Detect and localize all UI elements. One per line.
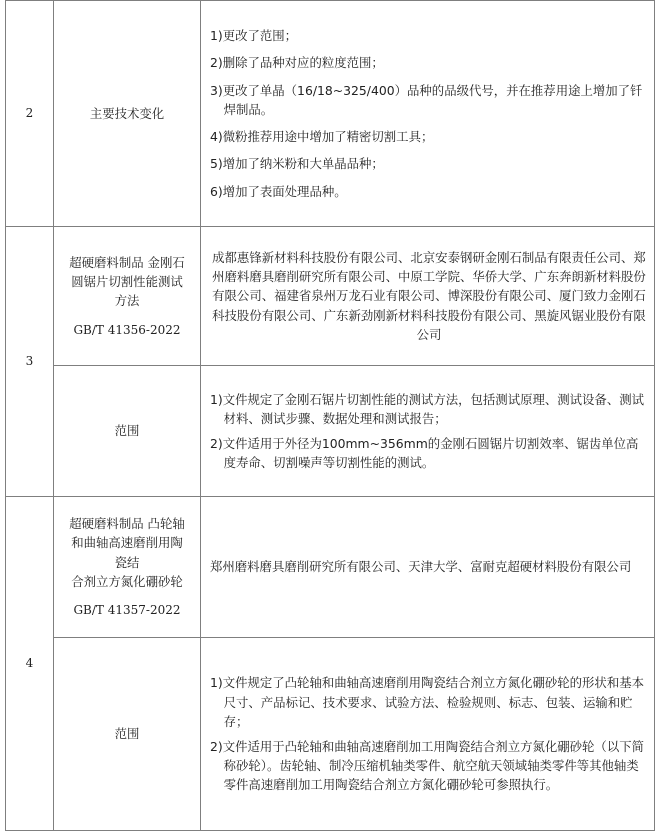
scope-cell [201,638,655,831]
row-label-tech-changes: 主要技术变化 [54,1,201,227]
list-item: 2)文件适用于凸轮轴和曲轴高速磨削加工用陶瓷结合剂立方氮化硼砂轮（以下简称砂轮）。齿轮轴、制冷压缩机轴类零件、航空航天领域轴类零件等其他轴类零件高速磨削加工用陶瓷结合剂立方氮化硼砂轮可参照执行。 [210,739,644,793]
list-item: 3)更改了单晶（16/18~325/400）品种的品级代号，并在推荐用途上增加了钎焊制品。 [210,82,643,117]
standard-number: GB/T 41356-2022 [73,322,181,337]
row-label-scope: 范围 [54,366,201,497]
list-item: 6)增加了表面处理品种。 [210,183,347,199]
standard-number: GB/T 41357-2022 [73,603,181,618]
standard-title-line: 合剂立方氮化硼砂轮 [71,573,183,589]
tech-changes-cell [201,1,655,227]
drafting-units-cell: 成都惠锋新材料科技股份有限公司、北京安泰钢研金刚石制品有限责任公司、郑州磨料磨具磨削研究所有限公司、中原工学院、华侨大学、广东奔朗新材料股份有限公司、福建省泉州万龙石业有限公司、博深股份有限公司、厦门致力金刚石科技股份有限公司、广东新劲刚新材料科技股份有限公司、黑旋风锯业股份有限公司 [201,227,655,366]
standard-title-line: 圆锯片切割性能测试 [71,274,183,290]
drafting-units-cell: 郑州磨料磨具磨削研究所有限公司、天津大学、富耐克超硬材料股份有限公司 [201,497,655,638]
list-item: 2)文件适用于外径为100mm~356mm的金刚石圆锯片切割效率、锯齿单位高度寿命、切割噪声等切割性能的测试。 [210,436,639,471]
item-number: 3 [6,227,54,497]
standard-title-line: 方法 [114,293,140,309]
standard-title-line: 和曲轴高速磨削用陶瓷结 [71,535,183,570]
list-item: 1)文件规定了凸轮轴和曲轴高速磨削用陶瓷结合剂立方氮化硼砂轮的形状和基本尺寸、产品标记、技术要求、试验方法、检验规则、标志、包装、运输和贮存； [210,675,644,729]
table-row-item-4-scope [6,638,655,831]
standard-title-line: 超硬磨料制品 凸轮轴 [69,516,185,532]
table-row-item-3-drafters [6,227,655,366]
list-item: 1)更改了范围； [210,28,298,44]
list-item: 4)微粉推荐用途中增加了精密切割工具； [210,129,434,145]
table-row-item-4-drafters [6,497,655,638]
scope-list [210,390,648,473]
scope-list [210,673,648,794]
tech-changes-list [210,26,648,201]
table-row-item-3-scope [6,366,655,497]
standard-title-line: 超硬磨料制品 金刚石 [69,254,185,270]
list-item: 2)删除了品种对应的粒度范围； [210,55,384,71]
list-item: 1)文件规定了金刚石锯片切割性能的测试方法，包括测试原理、测试设备、测试材料、测试步骤、数据处理和测试报告； [210,391,644,426]
item-number: 2 [6,1,54,227]
scope-cell [201,366,655,497]
table-row-item-2 [6,1,655,227]
item-number: 4 [6,497,54,831]
standard-title-cell [54,227,201,366]
standard-title-cell [54,497,201,638]
list-item: 5)增加了纳米粉和大单晶品种； [210,156,384,172]
standards-table [5,0,655,831]
row-label-scope: 范围 [54,638,201,831]
